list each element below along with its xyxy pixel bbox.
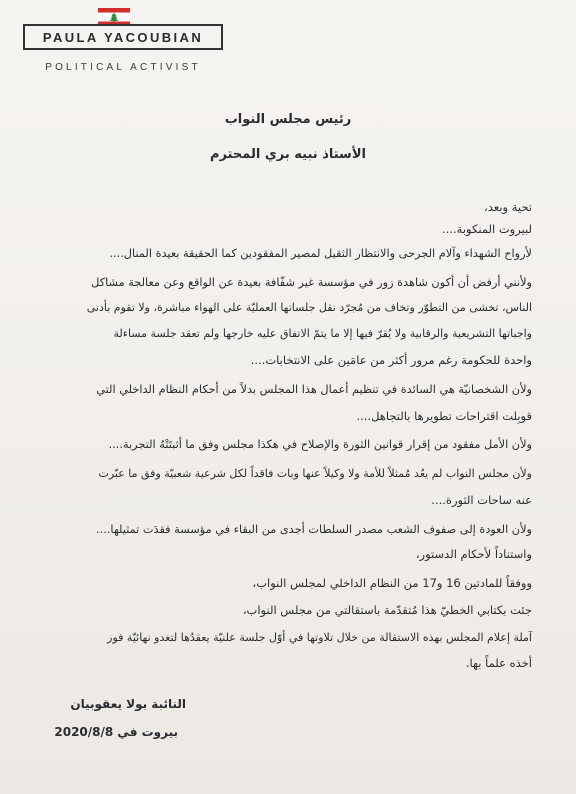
body-line: آملة إعلام المجلس بهذه الاستقالة من خلال تلاوتها في أوّل جلسة علنيّة يعقدُها لتغدو نهائيّة فور bbox=[107, 631, 532, 644]
letterhead-title: POLITICAL ACTIVIST bbox=[45, 62, 201, 73]
recipient-line-1: رئيس مجلس النواب bbox=[224, 112, 352, 127]
body-line: الناس، تخشى من التطوّر وتخاف من مُجرّد نقل جلساتها العمليّة على الهواء مباشرة، ولا تقوم بأدنى bbox=[86, 301, 532, 314]
body-line: ولأن الشخصانيّة هي السائدة في تنظيم أعمال هذا المجلس بدلاً من أحكام النظام الداخلي التي bbox=[96, 383, 532, 396]
body-line: لأرواح الشهداء وآلام الجرحى والانتظار الثقيل لمصير المفقودين كما الحقيقة بعيدة المنال.... bbox=[109, 247, 532, 260]
body-line: قوبِلت اقتراحات تطويرها بالتجاهل.... bbox=[356, 409, 532, 423]
signature-place-date: بيروت في 2020/8/8 bbox=[54, 725, 178, 739]
body-line: ولأن العودة إلى صفوف الشعب مصدر السلطات أجدى من البقاء في مؤسسة فقدَت تمثيلها.... bbox=[96, 523, 532, 536]
greeting: تحية وبعد، bbox=[484, 200, 532, 214]
body-line: لبيروت المنكوبة.... bbox=[442, 222, 532, 236]
body-line: واستناداً لأحكام الدستور، bbox=[415, 547, 532, 561]
signature-name: النائبة بولا يعقوبيان bbox=[70, 697, 186, 711]
letterhead-name: PAULA YACOUBIAN bbox=[42, 29, 204, 45]
letterhead-name-box bbox=[23, 24, 223, 50]
body-line: جئت بكتابي الخطيّ هذا مُتقدّمة باستقالتي من مجلس النواب، bbox=[242, 603, 532, 617]
body-line: واحدة للحكومة رغم مرور أكثر من عامَين على الانتخابات.... bbox=[250, 353, 532, 367]
body-line: ولأن مجلس النواب لم يعُد مُمثلاً للأمة ولا وكيلاً عنها وبات فاقداً لكل شرعية شعبيّة وفق ما عبّرت bbox=[98, 467, 532, 480]
body-line: عنه ساحات الثورة.... bbox=[431, 493, 532, 507]
body-line: ولأن الأمل مفقود من إقرار قوانين الثورة والإصلاح في هكذا مجلس وفق ما أثبتَتْهُ التجربة.... bbox=[108, 438, 532, 451]
body-line: ولأنني أرفض أن أكون شاهدة زور في مؤسسة غير شفّافة بعيدة عن الواقع وعن معالجة مشاكل bbox=[91, 276, 532, 289]
body-line: ووفقاً للمادتين 16 و17 من النظام الداخلي لمجلس النواب، bbox=[252, 576, 532, 590]
body-line: أخذه علماً بها. bbox=[465, 656, 532, 670]
body-line: واجباتها التشريعية والرقابية ولا يُقرّ فيها إلا ما يتمّ الاتفاق عليه خارجها ولم تعقد جلسة مساءلة bbox=[113, 327, 532, 340]
recipient-line-2: الأستاذ نبيه بري المحترم bbox=[210, 147, 366, 162]
flag-top-stripe bbox=[98, 8, 130, 13]
